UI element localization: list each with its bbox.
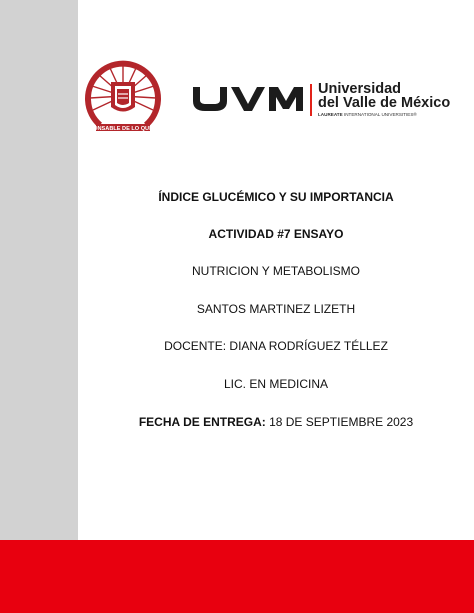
university-name (318, 82, 450, 110)
program-name: LIC. EN MEDICINA (223, 377, 328, 391)
uvm-logo (193, 82, 455, 122)
university-seal-logo (80, 60, 166, 136)
subject-name: NUTRICION Y METABOLISMO (191, 264, 361, 278)
laureate-bold: LAUREATE (318, 112, 343, 117)
due-date-label: FECHA DE ENTREGA: (138, 415, 266, 429)
due-date-value: 18 DE SEPTIEMBRE 2023 (269, 415, 414, 429)
seal-motto: ONSABLE DE LO QUE (93, 126, 153, 132)
student-name: SANTOS MARTINEZ LIZETH (196, 302, 356, 316)
activity-label: ACTIVIDAD #7 ENSAYO (208, 227, 344, 241)
left-gray-strip (0, 0, 78, 540)
laureate-tagline (318, 112, 417, 118)
logo-divider (310, 84, 312, 116)
laureate-registered-mark: ® (413, 112, 417, 117)
university-name-line2: del Valle de México (318, 95, 451, 111)
due-date-line (78, 415, 474, 429)
document-title: ÍNDICE GLUCÉMICO Y SU IMPORTANCIA (158, 190, 394, 204)
bottom-red-band (0, 540, 474, 613)
teacher-name: DOCENTE: DIANA RODRÍGUEZ TÉLLEZ (164, 339, 388, 353)
laureate-rest: INTERNATIONAL UNIVERSITIES (343, 112, 414, 117)
university-name-line1: Universidad (318, 81, 401, 97)
uvm-wordmark-logo (193, 87, 303, 111)
